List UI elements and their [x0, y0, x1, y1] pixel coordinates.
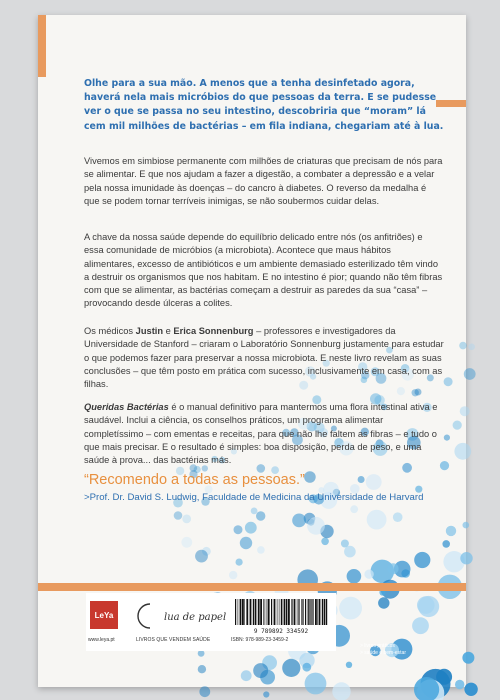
- text-span: e: [163, 326, 174, 336]
- barcode-bar: [268, 599, 270, 625]
- bubble: [257, 546, 265, 554]
- bubble: [240, 537, 252, 549]
- paragraph-symbiosis: Vivemos em simbiose permanente com milhões de criaturas que precisam de nós para se alimentar. E que nos ajudam a fazer a digestão, a combater a depressão e a velar pela nossa imunidade às doenças – do cancro à diabetes. O reverso da medalha é que se podem tornar terríveis inimigas, se não soubermos cuidar delas.: [84, 156, 443, 206]
- barcode-bar: [240, 599, 242, 625]
- bubble: [414, 552, 430, 568]
- paragraph-authors: [84, 325, 444, 391]
- bubble: [245, 522, 257, 534]
- bubble: [305, 673, 327, 695]
- bubble: [181, 537, 192, 548]
- barcode-bar: [242, 599, 244, 625]
- bubble: [454, 443, 471, 460]
- bubble: [198, 650, 205, 657]
- book-title: Queridas Bactérias: [84, 402, 169, 412]
- barcode-bar: [291, 599, 292, 625]
- barcode-bar: [246, 599, 248, 625]
- bubble: [393, 512, 403, 522]
- bubble: [378, 597, 389, 608]
- bubble: [292, 514, 306, 528]
- category-practical: > livros práticos: [360, 643, 395, 649]
- publisher-footer: [86, 593, 336, 651]
- barcode-bar: [297, 599, 298, 625]
- barcode-bar: [279, 599, 280, 625]
- barcode-bar: [298, 599, 299, 625]
- bubble: [350, 505, 358, 513]
- bubble: [442, 540, 450, 548]
- paragraph-book-summary: [84, 401, 444, 467]
- bubble: [302, 663, 311, 672]
- bubble: [462, 652, 474, 664]
- barcode-bar: [319, 599, 321, 625]
- bubble: [263, 691, 269, 697]
- bubble: [364, 570, 373, 579]
- bubble: [256, 511, 265, 520]
- barcode-bar: [267, 599, 268, 625]
- barcode-digits: 9 789892 334592: [253, 628, 309, 635]
- orange-footer-strip: [38, 583, 466, 591]
- barcode-bar: [253, 599, 254, 625]
- barcode-bar: [292, 599, 293, 625]
- bubble: [464, 683, 477, 696]
- bubble: [455, 680, 464, 689]
- barcode-bar: [322, 599, 323, 625]
- text-span: é o manual definitivo para mantermos uma flora intestinal ativa e saudável. Inclui a ciência, os conselhos práticos, um programa alimentar completíssimo – com ementas e receitas, para que não lhe faltem as fibras – e tudo o que mais precisar. E o resultado é simples: boa disposição, perda de peso, e uma saúde à prova... das bactérias más.: [84, 402, 438, 466]
- bubble: [321, 538, 329, 546]
- bubble: [460, 406, 470, 416]
- bubble: [444, 377, 453, 386]
- barcode-bar: [317, 599, 318, 625]
- bubble: [388, 563, 399, 574]
- imprint-tagline: LIVROS QUE VENDEM SAÚDE: [136, 637, 211, 643]
- bubble: [464, 368, 476, 380]
- bubble: [459, 342, 467, 350]
- bubble: [195, 550, 208, 563]
- barcode-bar: [265, 599, 266, 625]
- bubble: [182, 515, 191, 524]
- intro-headline: Olhe para a sua mão. A menos que a tenha desinfetado agora, haverá nela mais micróbios do que pessoas da terra. E se pudesse ver o que se passa no seu intestino, descobriria que “moram” lá cem mil milhões de bactérias – em fila indiana, chegariam até à lua.: [84, 78, 444, 132]
- bubble: [412, 617, 429, 634]
- paragraph-health-key: A chave da nossa saúde depende do equilíbrio delicado entre nós (os anfitriões) e essa comunidade de micróbios (a microbiota). Acontece que maus hábitos alimentares, excesso de antibióticos e um ambiente demasiado esterilizado têm vindo a destruir os organismos que nos habitam. E no intestino é pior; quando não têm fibras com que se alimentar, as bactérias começam a destruir as paredes da sua “casa” – provocando desde úlceras a colites.: [84, 232, 443, 309]
- bubble: [367, 510, 387, 530]
- endorsement-quote: “Recomendo a todas as pessoas.”: [84, 472, 305, 488]
- bubble: [339, 597, 362, 620]
- barcode-bar: [324, 599, 326, 625]
- book-back-cover: [38, 15, 466, 687]
- barcode-bar: [305, 599, 306, 625]
- bubble: [344, 546, 356, 558]
- barcode-bar: [315, 599, 317, 625]
- barcode-bar: [311, 599, 312, 625]
- bubble: [282, 659, 300, 677]
- barcode-bar: [263, 599, 264, 625]
- barcode-bar: [283, 599, 284, 625]
- barcode-bar: [244, 599, 245, 625]
- barcode-bar: [286, 599, 288, 625]
- barcode-bar: [274, 599, 276, 625]
- endorsement-attribution: >Prof. Dr. David S. Ludwig, Faculdade de Medicina da Universidade de Harvard: [84, 492, 424, 503]
- category-labels: [360, 643, 406, 657]
- bubble: [251, 508, 258, 515]
- barcode-icon: [231, 599, 331, 635]
- barcode-bar: [250, 599, 252, 625]
- barcode-bar: [312, 599, 313, 625]
- bubble: [307, 517, 325, 535]
- bubble: [460, 552, 472, 564]
- bubble: [199, 686, 210, 697]
- bubble: [347, 569, 362, 584]
- bubble: [446, 526, 456, 536]
- barcode-bar: [284, 599, 285, 625]
- barcode-bar: [309, 599, 310, 625]
- barcode-bar: [258, 599, 260, 625]
- bubble: [253, 663, 268, 678]
- bubble: [418, 596, 439, 617]
- bubble: [453, 421, 462, 430]
- svg-text:lua de papel: lua de papel: [164, 612, 227, 623]
- barcode-bar: [299, 599, 300, 625]
- bubble: [229, 571, 237, 579]
- lua-de-papel-logo-icon: [136, 599, 227, 633]
- barcode-bar: [302, 599, 303, 625]
- barcode-bar: [326, 599, 327, 625]
- leya-logo: LeYa: [90, 601, 118, 629]
- barcode-bar: [255, 599, 257, 625]
- bubble: [332, 682, 350, 700]
- author-erica: Erica Sonnenburg: [173, 326, 254, 336]
- bubble: [463, 522, 470, 529]
- barcode-bar: [271, 599, 272, 625]
- text-span: – professores e investigadores da Universidade de Stanford – criaram o Laboratório Sonnenburg justamente para estudar o que podemos fazer para preservar a nossa microbiota. E neste livro revelam as suas conclusões – que têm posto em prática com sucesso, inclusivamente em casa, com as filhas.: [84, 326, 444, 390]
- barcode-bar: [277, 599, 278, 625]
- barcode-bar: [281, 599, 282, 625]
- text-span: Os médicos: [84, 326, 136, 336]
- barcode-bar: [308, 599, 309, 625]
- barcode-bar: [301, 599, 302, 625]
- bubble: [241, 670, 252, 681]
- isbn-text: ISBN: 978-989-23-3459-2: [231, 637, 289, 643]
- bubble: [468, 344, 475, 351]
- bubble: [198, 665, 206, 673]
- barcode-bar: [294, 599, 296, 625]
- bubble: [236, 559, 243, 566]
- bubble: [346, 662, 352, 668]
- bubble: [174, 511, 183, 520]
- bubble: [234, 525, 243, 534]
- bubble: [444, 435, 450, 441]
- barcode-bar: [260, 599, 262, 625]
- barcode-bar: [235, 599, 236, 625]
- barcode-bar: [288, 599, 290, 625]
- leya-url: www.leya.pt: [88, 637, 115, 643]
- category-health: > saúde e bem-estar: [360, 650, 406, 656]
- author-justin: Justin: [135, 326, 164, 336]
- barcode-bar: [238, 599, 239, 625]
